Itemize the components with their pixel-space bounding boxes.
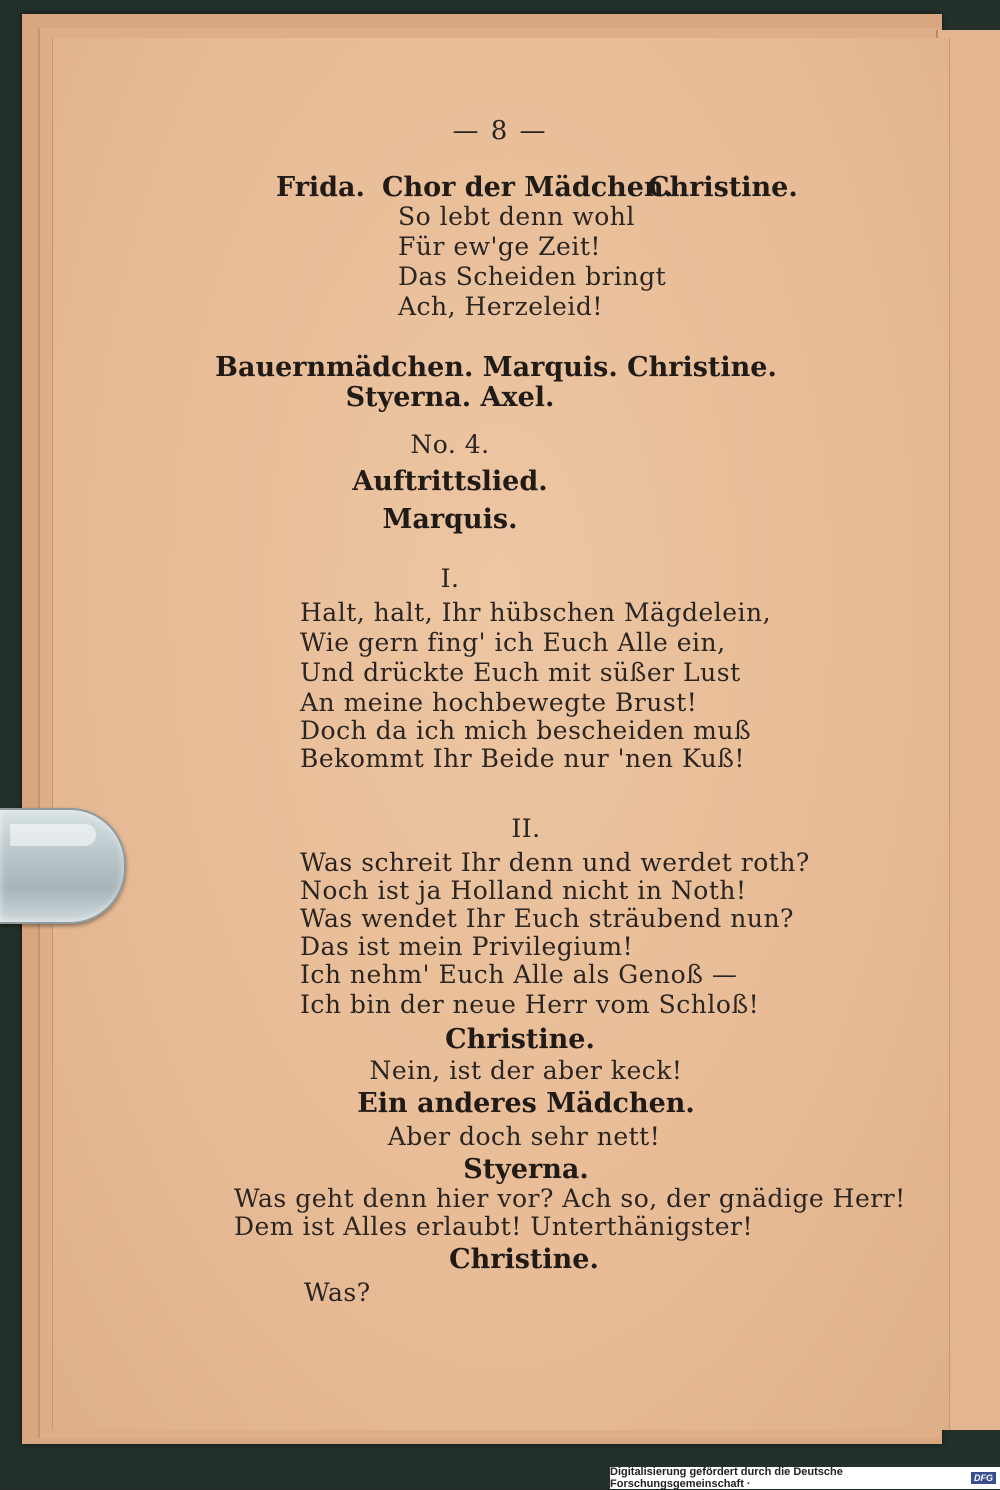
stanza-numeral: II. (511, 814, 541, 843)
dialogue-line: Dem ist Alles erlaubt! Unterthänigster! (234, 1212, 753, 1241)
dfg-logo: DFG (971, 1472, 996, 1484)
speaker-styerna: Styerna. (463, 1154, 589, 1185)
singer-marquis: Marquis. (382, 504, 518, 535)
characters-line-2: Styerna. Axel. (345, 382, 555, 413)
verse-line: Das Scheiden bringt (398, 262, 667, 291)
verse-line: Was wendet Ihr Euch sträubend nun? (300, 904, 794, 933)
dialogue-line: Was? (304, 1278, 371, 1307)
speaker-christine: Christine. (449, 1244, 599, 1275)
digitization-footer (610, 1467, 1000, 1489)
stanza-numeral: I. (440, 564, 460, 593)
verse-line: Wie gern fing' ich Euch Alle ein, (300, 628, 726, 657)
dialogue-line: Nein, ist der aber keck! (369, 1056, 683, 1085)
song-title: Auftrittslied. (352, 466, 548, 497)
verse-line: So lebt denn wohl (398, 202, 635, 231)
verse-line: Halt, halt, Ihr hübschen Mägdelein, (300, 598, 772, 627)
speaker-christine: Christine. (648, 172, 798, 203)
verse-line: Doch da ich mich bescheiden muß (300, 716, 752, 745)
verse-line: Ach, Herzeleid! (398, 292, 603, 321)
verse-line: Noch ist ja Holland nicht in Noth! (300, 876, 747, 905)
clip-shine (10, 824, 96, 846)
verse-line: Ich bin der neue Herr vom Schloß! (300, 990, 760, 1019)
dialogue-line: Was geht denn hier vor? Ach so, der gnädige Herr! (234, 1184, 906, 1213)
verse-line: Ich nehm' Euch Alle als Genoß — (300, 960, 738, 989)
verse-line: An meine hochbewegte Brust! (300, 688, 698, 717)
characters-line-1: Bauernmädchen. Marquis. Christine. (215, 352, 777, 383)
page-clip (0, 808, 126, 924)
speaker-other-girl: Ein anderes Mädchen. (357, 1088, 695, 1119)
dialogue-line: Aber doch sehr nett! (387, 1122, 661, 1151)
footer-text: Digitalisierung gefördert durch die Deutsche Forschungsgemeinschaft · (610, 1466, 843, 1490)
verse-line: Bekommt Ihr Beide nur 'nen Kuß! (300, 744, 745, 773)
speaker-christine: Christine. (445, 1024, 595, 1055)
page-number: — 8 — (452, 116, 548, 146)
speaker-chor: Chor der Mädchen. (382, 172, 673, 203)
verse-line: Das ist mein Privilegium! (300, 932, 634, 961)
number-label: No. 4. (410, 430, 490, 459)
verse-line: Was schreit Ihr denn und werdet roth? (300, 848, 810, 877)
verse-line: Für ew'ge Zeit! (398, 232, 601, 261)
verse-line: Und drückte Euch mit süßer Lust (300, 658, 741, 687)
speaker-frida: Frida. (276, 172, 365, 203)
